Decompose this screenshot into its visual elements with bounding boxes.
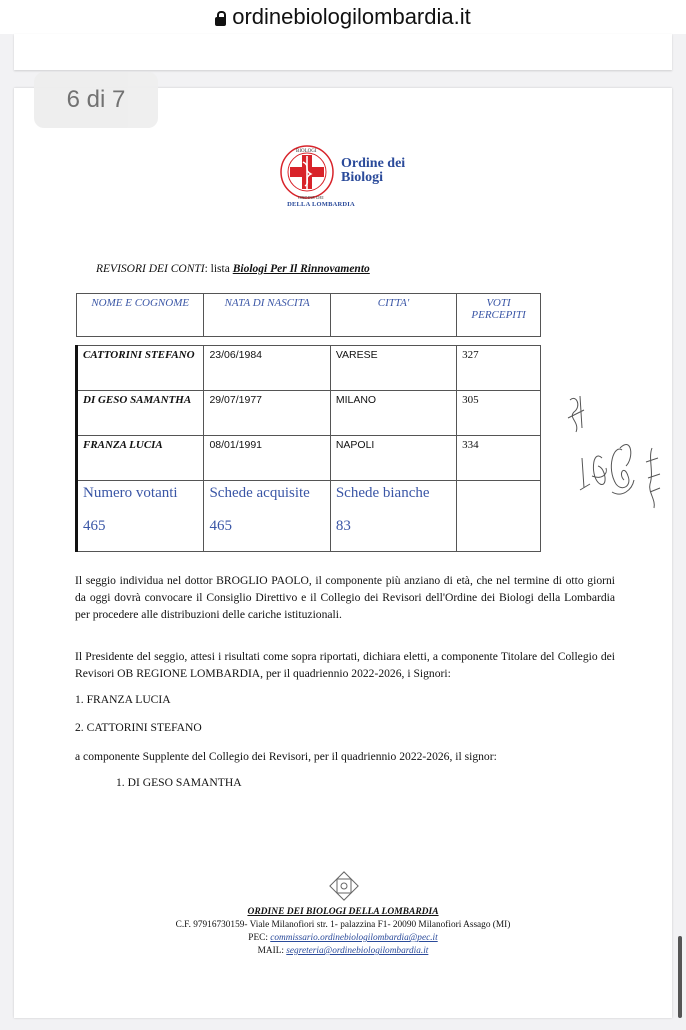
- summary-cell: Schede bianche 83: [330, 481, 456, 552]
- table-row: [77, 391, 541, 436]
- logo-name: Ordine dei Biologi: [341, 156, 406, 185]
- summary-cell: Numero votanti 465: [77, 481, 204, 552]
- lock-icon: [215, 12, 226, 26]
- summary-cell: Schede acquisite 465: [204, 481, 330, 552]
- table-header: NATA DI NASCITA: [204, 294, 330, 337]
- city: VARESE: [330, 346, 456, 391]
- footer-address: C.F. 97916730159- Viale Milanofiori str. 1- palazzina F1- 20090 Milanofiori Assago (MI): [175, 920, 511, 930]
- url-text: ordinebiologilombardia.it: [232, 4, 471, 29]
- paragraph-convocazione: Il seggio individua nel dottor BROGLIO PAOLO, il componente più anziano di età, che nel termine di otto giorni da oggi dovrà convocare il Consiglio Direttivo e il Collegio dei Revisori dell'Ordine dei Biologi della Lombardia per procedere alle distribuzioni delle cariche istituzionali.: [75, 574, 615, 621]
- table-row: [77, 346, 541, 391]
- candidate-name: DI GESO SAMANTHA: [77, 391, 204, 436]
- page-indicator: 6 di 7: [34, 72, 158, 128]
- results-table: [75, 293, 541, 552]
- summary-cell-empty: [457, 481, 541, 552]
- votes: 334: [457, 436, 541, 481]
- supplente-item: 1. DI GESO SAMANTHA: [116, 776, 242, 789]
- scrollbar[interactable]: [678, 936, 682, 1018]
- table-header: CITTA': [330, 294, 456, 337]
- logo-subtitle: DELLA LOMBARDIA: [287, 201, 355, 208]
- svg-text:BIOLOGI: BIOLOGI: [296, 149, 317, 154]
- svg-text:ORDINE DEI: ORDINE DEI: [298, 195, 324, 200]
- candidate-name: CATTORINI STEFANO: [77, 346, 204, 391]
- browser-url-bar[interactable]: [0, 0, 686, 34]
- city: NAPOLI: [330, 436, 456, 481]
- pec-link[interactable]: commissario.ordinebiologilombardia@pec.it: [270, 933, 438, 943]
- titolare-item: 2. CATTORINI STEFANO: [75, 721, 202, 734]
- footer-emblem-icon: [328, 870, 360, 902]
- table-row: [77, 436, 541, 481]
- table-header-row: [77, 294, 541, 337]
- titolare-item: 1. FRANZA LUCIA: [75, 693, 171, 706]
- table-header: NOME E COGNOME: [77, 294, 204, 337]
- section-heading: REVISORI DEI CONTI: lista Biologi Per Il Rinnovamento: [96, 263, 370, 275]
- supplente-intro: a componente Supplente del Collegio dei Revisori, per il quadriennio 2022-2026, il signor:: [75, 750, 497, 763]
- birth-date: 08/01/1991: [204, 436, 330, 481]
- birth-date: 23/06/1984: [204, 346, 330, 391]
- document-footer: [14, 906, 672, 958]
- city: MILANO: [330, 391, 456, 436]
- birth-date: 29/07/1977: [204, 391, 330, 436]
- footer-pec: PEC: commissario.ordinebiologilombardia@pec.it: [248, 933, 438, 943]
- document-page: [14, 88, 672, 1018]
- votes: 327: [457, 346, 541, 391]
- table-header: VOTI PERCEPITI: [457, 294, 541, 337]
- summary-row: [77, 481, 541, 552]
- mail-link[interactable]: segreteria@ordinebiologilombardia.it: [286, 946, 429, 956]
- footer-mail: MAIL: segreteria@ordinebiologilombardia.it: [257, 946, 429, 956]
- paragraph-eletti: Il Presidente del seggio, attesi i risultati come sopra riportati, dichiara eletti, a componente Titolare del Collegio dei Revisori OB REGIONE LOMBARDIA, per il quadriennio 2022-2026, i Signori:: [75, 650, 615, 680]
- previous-page-edge: [14, 34, 672, 70]
- votes: 305: [457, 391, 541, 436]
- ordine-biologi-logo: [276, 144, 436, 214]
- handwritten-signatures: [562, 388, 672, 528]
- url-display[interactable]: [215, 4, 470, 30]
- candidate-name: FRANZA LUCIA: [77, 436, 204, 481]
- logo-emblem-icon: [276, 144, 338, 200]
- footer-org: ORDINE DEI BIOLOGI DELLA LOMBARDIA: [247, 907, 439, 917]
